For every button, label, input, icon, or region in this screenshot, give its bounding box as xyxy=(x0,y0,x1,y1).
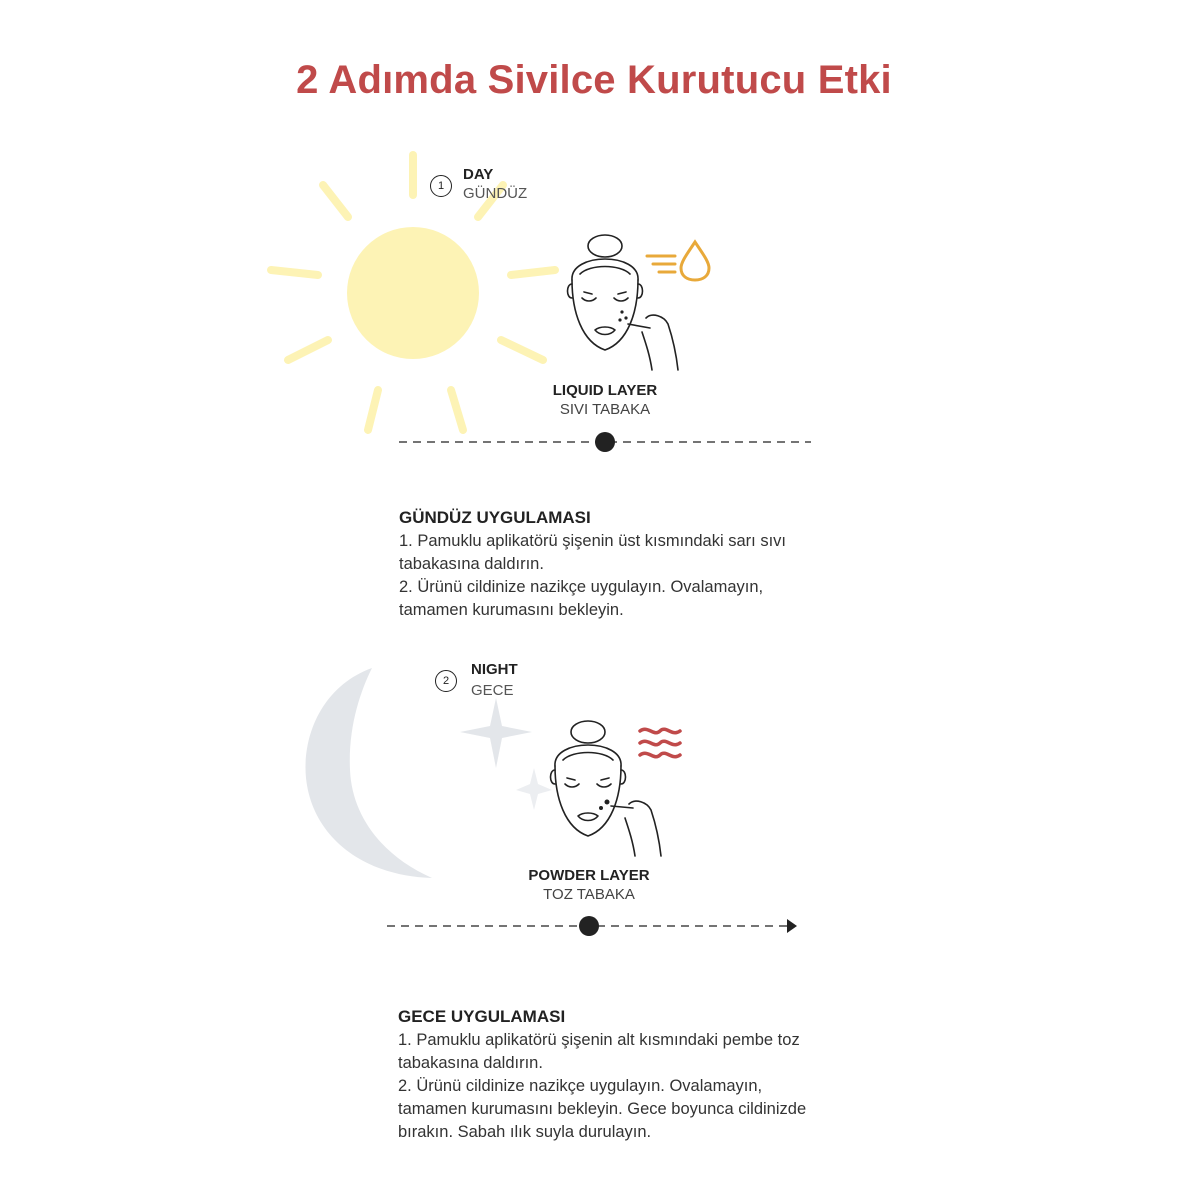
night-label: NIGHT xyxy=(471,661,518,678)
timeline-marker xyxy=(595,432,615,452)
star-icon xyxy=(456,698,546,818)
night-label-tr: GECE xyxy=(471,682,514,699)
day-instruction-2: 2. Ürünü cildinize nazikçe uygulayın. Ovalamayın, tamamen kurumasını bekleyin. xyxy=(399,578,764,619)
night-timeline xyxy=(383,911,803,941)
day-label-tr: GÜNDÜZ xyxy=(463,185,528,202)
powder-layer-label-tr: TOZ TABAKA xyxy=(543,886,635,903)
page-title: 2 Adımda Sivilce Kurutucu Etki xyxy=(296,58,892,102)
night-instruction-2: 2. Ürünü cildinize nazikçe uygulayın. Ovalamayın, tamamen kurumasını bekleyin. Gece boyunca cildinizde bırakın. Sabah ılık suyla durulayın. xyxy=(398,1077,807,1141)
day-instruction-1: 1. Pamuklu aplikatörü şişenin üst kısmındaki sarı sıvı tabakasına daldırın. xyxy=(399,532,786,573)
night-application-title: GECE UYGULAMASI xyxy=(398,1007,566,1026)
arrow-right-icon xyxy=(787,919,797,933)
night-instruction-1: 1. Pamuklu aplikatörü şişenin alt kısmındaki pembe toz tabakasına daldırın. xyxy=(398,1031,800,1072)
day-application-title: GÜNDÜZ UYGULAMASI xyxy=(399,508,591,527)
step-number-badge: 1 xyxy=(430,175,452,197)
day-timeline xyxy=(395,427,815,457)
moon-icon xyxy=(302,666,472,886)
liquid-layer-label: LIQUID LAYER xyxy=(552,382,658,399)
day-label: DAY xyxy=(463,166,494,183)
step-number-badge: 2 xyxy=(435,670,457,692)
liquid-layer-label-tr: SIVI TABAKA xyxy=(559,401,651,418)
powder-layer-label: POWDER LAYER xyxy=(528,867,650,884)
heat-waves-icon xyxy=(638,725,682,765)
timeline-marker xyxy=(579,916,599,936)
liquid-drop-icon xyxy=(645,238,715,283)
